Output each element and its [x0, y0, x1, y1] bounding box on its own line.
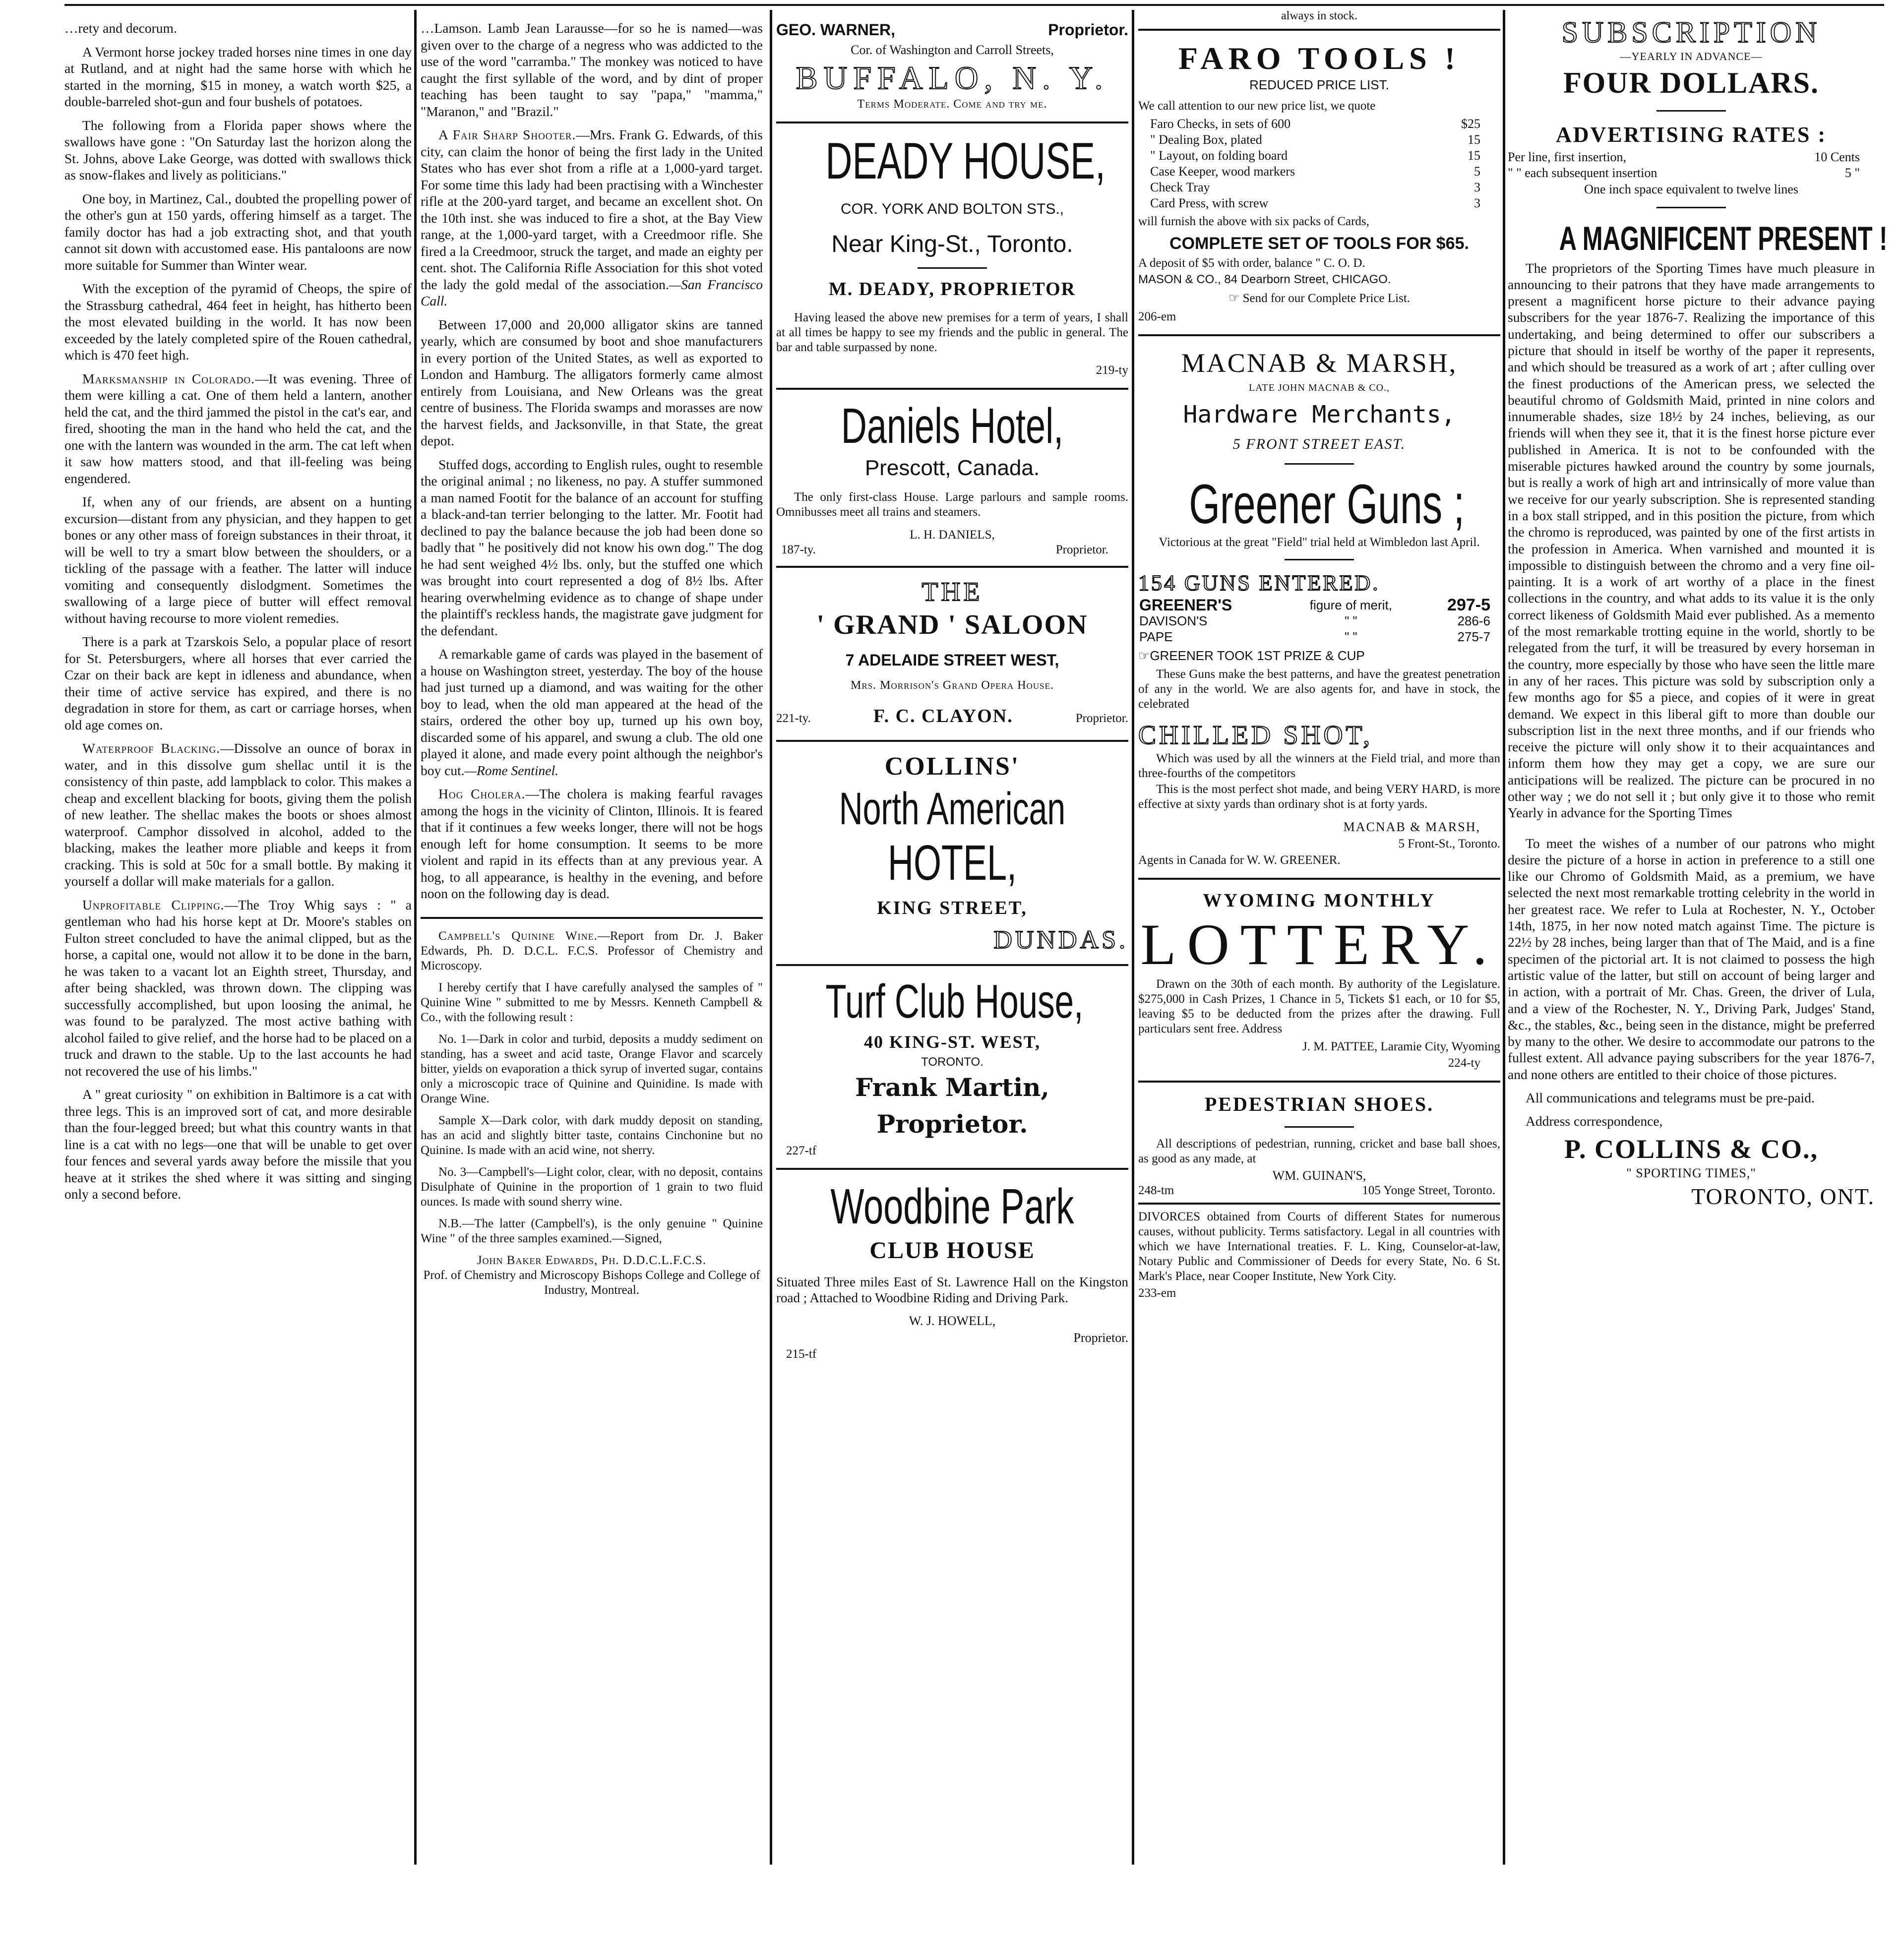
deady-location: Near King-St., Toronto.: [831, 231, 1073, 257]
paragraph-heading: Unprofitable Clipping.: [82, 897, 225, 912]
woodbine-club: CLUB HOUSE: [869, 1237, 1035, 1264]
ad-paragraph: [421, 929, 763, 973]
paragraph: The following from a Florida paper shows where the swallows have gone : "On Saturday last the horizon along the St. Johns, above Lake George, was dotted with swallows thick as snow-flakes and lively as politicians.": [64, 117, 412, 182]
present-text: All communications and telegrams must be pre-paid.: [1526, 1090, 1815, 1106]
merit-table: [1138, 597, 1500, 645]
divider: [776, 388, 1128, 390]
ad-code: 248-tm: [1138, 1184, 1174, 1197]
price-row: [1138, 132, 1500, 148]
paragraph: Between 17,000 and 20,000 alligator skins are tanned yearly, which are consumed by boot and shoe manufacturers in every portion of the United States, as well as exported to London and Hamburg. The alligators formerly came almost entirely from Louisiana, and New Orleans was the great centre of business. The Florida swamps and morasses are now the harvest fields, and Jacksonville, in that State, the great depot.: [421, 316, 763, 448]
mm-late: LATE JOHN MACNAB & CO.,: [1248, 382, 1390, 393]
paragraph: There is a park at Tzarskois Selo, a popular place of resort for St. Petersburgers, where all horses that ever carried the Czar on their back are kept in idleness and abundance, when their time of active service has expired, and there is no degradation in store for them, as cart or carriage horses, when old age comes on.: [64, 634, 412, 732]
divider: [1657, 207, 1726, 208]
collins-hotel: HOTEL,: [887, 835, 1017, 891]
greener-text: These Guns make the best patterns, and have the greatest penetration of any in the world. We are also agents for, and have in stock, the celebrated: [1138, 667, 1500, 711]
wyoming-title: WYOMING MONTHLY: [1203, 890, 1436, 911]
price-value: 3: [1474, 180, 1480, 194]
ad-paragraph: I hereby certify that I have carefully analysed the samples of " Quinine Wine " submitted to me by Messrs. Kenneth Campbell & Co., with the following result :: [421, 980, 763, 1024]
column-rule: [770, 10, 772, 1865]
source-credit: —San Francisco Call.: [421, 276, 763, 308]
price-value: 5: [1474, 164, 1480, 179]
column-2: [421, 20, 763, 1835]
merit-label: " ": [1344, 629, 1357, 644]
ad-code: 215-tf: [786, 1347, 817, 1361]
greener-victory: Victorious at the great "Field" trial held at Wimbledon last April.: [1159, 535, 1480, 549]
subscription-yearly: —YEARLY IN ADVANCE—: [1620, 50, 1763, 62]
greener-prize: [1138, 648, 1500, 665]
chilled-agents: Agents in Canada for W. W. GREENER.: [1138, 853, 1341, 867]
paragraph-heading: Hog Cholera.: [438, 786, 526, 801]
rate-note: One inch space equivalent to twelve lines: [1584, 182, 1798, 196]
grand-address: 7 ADELAIDE STREET WEST,: [845, 651, 1059, 669]
paragraph: One boy, in Martinez, Cal., doubted the propelling power of the other's gun at 150 yards, offering himself as a target. The family doctor has had a job extracting shot, and that youth cannot sit down with accustomed ease. His pantaloons are now more suitable for Summer than Winter wear.: [64, 190, 412, 273]
column-rule: [414, 10, 417, 1865]
deady-address: COR. YORK AND BOLTON STS.,: [840, 201, 1064, 217]
continued-text: always in stock.: [1281, 9, 1357, 22]
ad-code: 221-ty.: [776, 711, 811, 725]
subscription-title: SUBSCRIPTION: [1561, 16, 1821, 49]
firm-paper: " SPORTING TIMES,": [1626, 1165, 1756, 1180]
rate-label: " " each subsequent insertion: [1508, 166, 1658, 180]
column-3: [776, 20, 1128, 1835]
divider: [1285, 1126, 1354, 1128]
wyoming-lottery: LOTTERY.: [1140, 911, 1498, 977]
divider: [776, 566, 1128, 568]
price-row: [1138, 116, 1500, 132]
paragraph-body: A remarkable game of cards was played in the basement of a house on Washington street, yesterday. The boy of the house had just turned up a diamond, and was waiting for the other boy to lead, when the old man appeared at the head of the stairs, ordered the other boy up, turned up his own boy, discarded some of his apparel, and swung a club. The old one played it alone, and made every point although the neighbor's boy cut.: [421, 646, 763, 778]
price-row: [1138, 148, 1500, 164]
present-text: To meet the wishes of a number of our patrons who might desire the picture of a horse in action in preference to a still one like our Chromo of Goldsmith Maid, as a premium, we have selected the next most remarkable trotting celebrity in the world in her greatest race. We refer to Lula at Rochester, N. Y., October 14th, 1875, in her now noted match against Time. The picture is 22½ by 28 inches, being larger than that of The Maid, and is a fine specimen of the pictorial art. It is not claimed to possess the high artistic value of the latter, but still on account of being larger and in action, with a portrait of Mr. Chas. Green, the driver of Lula, and a view of the Rochester, N. Y., Driving Park, Judges' Stand, &c., the stables, &c., being seen in the distance, might be preferred by many to the other. We desire to accommodate our patrons to the fullest extent. All advance paying subscribers for the year 1876-7, and none others are entitled to their choice of those pictures.: [1508, 835, 1875, 1082]
paragraph: If, when any of our friends, are absent on a hunting excursion—distant from any physician, and they happen to get bones or any other mass of foreign substances in their throat, it will be well to try a smart blow between the shoulders, or a tickling of the passage with a feather. The latter will induce vomiting and consequently dislodgment. Sometimes the swallowing of a large piece of butter will effect removal without having recourse to more violent remedies.: [64, 494, 412, 626]
woodbine-name: W. J. HOWELL,: [909, 1314, 996, 1328]
merit-row: [1138, 613, 1500, 629]
firm-name: P. COLLINS & CO.,: [1564, 1134, 1819, 1164]
faro-address: MASON & CO., 84 Dearborn Street, CHICAGO.: [1138, 273, 1391, 286]
column-rule: [1503, 10, 1505, 1865]
ad-code: 224-ty: [1448, 1056, 1480, 1070]
grand-title: ' GRAND ' SALOON: [816, 609, 1088, 640]
divider: [776, 1168, 1128, 1170]
ad-paragraph: No. 3—Campbell's—Light color, clear, with no deposit, contains Disulphate of Quinine in the proportion of 1 grain to two fluid ounces. Is made with sound sherry wine.: [421, 1165, 763, 1209]
merit-row: [1138, 597, 1500, 613]
rate-value: 10 Cents: [1814, 150, 1860, 164]
paragraph-body: —It was evening. Three of them were killing a cat. One of them held a lantern, another held the cat, and the third jammed the pistol in the cat's ear, and fired, shooting the man in the hand who held the cat, and the one with the lantern was wounded in the arm. The cat left when it saw how matters stood, and that ill-feeling was being engendered.: [64, 370, 412, 486]
proprietor-label: Proprietor.: [1075, 711, 1128, 725]
maker-name: GREENER'S: [1139, 596, 1232, 614]
woodbine-text: Situated Three miles East of St. Lawrence Hall on the Kingston road ; Attached to Woodbine Riding and Driving Park.: [776, 1274, 1128, 1305]
proprietor-label: Proprietor.: [1055, 543, 1108, 556]
collins-name: COLLINS': [884, 752, 1020, 781]
rate-line: [1508, 149, 1875, 165]
pointing-hand-icon: ☞: [1228, 291, 1243, 305]
woodbine-title: Woodbine Park: [830, 1179, 1074, 1234]
ad-paragraph: No. 1—Dark in color and turbid, deposits a muddy sediment on standing, has a sweet and acid taste, Orange Flavor and scarcely bitter, yields on evaporation a thick syrup of inverted sugar, contains only a microscopic trace of Quinine and Quinidine. Is made with Orange Wine.: [421, 1032, 763, 1105]
column-5: [1508, 16, 1888, 1835]
terms: Terms Moderate. Come and try me.: [857, 97, 1047, 111]
daniels-name: L. H. DANIELS,: [910, 528, 995, 542]
greener-prize-text: GREENER TOOK 1ST PRIZE & CUP: [1150, 648, 1365, 663]
source-credit: —Rome Sentinel.: [464, 762, 559, 778]
proprietor-label: Proprietor.: [1048, 21, 1128, 39]
advertising-title: ADVERTISING RATES :: [1555, 122, 1827, 147]
divider: [1138, 1203, 1500, 1205]
divider: [776, 121, 1128, 123]
guns-entered: 154 GUNS ENTERED.: [1138, 570, 1380, 595]
pedestrian-address: 105 Yonge Street, Toronto.: [1362, 1184, 1495, 1197]
ad-paragraph: N.B.—The latter (Campbell's), is the only genuine " Quinine Wine " of the three samples examined.—Signed,: [421, 1216, 763, 1245]
divorce-text: DIVORCES obtained from Courts of different States for numerous causes, without publicity. Terms satisfactory. Legal in all countries with which we have International treaties. F. L. King, Counselor-at-law, Notary Public and Commissioner of Deeds for every State, No. 6 St. Mark's Place, near Cooper Institute, New York City.: [1138, 1210, 1500, 1283]
ad-code: 233-em: [1138, 1286, 1176, 1300]
turf-city: TORONTO.: [921, 1055, 983, 1069]
merit-value: 297-5: [1447, 595, 1490, 614]
divider: [776, 740, 1128, 742]
deady-proprietor: M. DEADY, PROPRIETOR: [828, 279, 1076, 300]
paragraph-body: —Dissolve an ounce of borax in water, and in this dissolve gum shellac until it is the consistency of thin paste, add lampblack to color. This makes a cheap and excellent blacking for boots, giving them the polish of new leather. The shellac makes the boots or shoes almost waterproof. Camphor dissolved in alcohol, added to the blacking, makes the leather more pliable and keeps it from cracking. This is sold at 50c for a small bottle. By making it yourself a dollar will make materials for a gallon.: [64, 740, 412, 889]
pedestrian-title: PEDESTRIAN SHOES.: [1204, 1092, 1434, 1115]
collins-north-american: North American: [839, 783, 1066, 834]
turf-title: Turf Club House,: [825, 974, 1084, 1028]
divider: [918, 267, 987, 269]
paragraph-heading: A Fair Sharp Shooter.: [438, 127, 576, 142]
divider: [1285, 463, 1354, 465]
paragraph: [421, 786, 763, 902]
paragraph-body: —The Troy Whig says : " a gentleman who had his horse kept at Dr. Moore's stables on Fulton street concluded to have the animal clipped, but as the horse, a capital one, would not allow it to be done in the barn, he was taken to a vacant lot an Eighth street, Thursday, and after being shackled, was thrown down. The clipping was successfully accomplished, but upon loosing the animal, he was found to be paralyzed. The most active bathing with alcohol failed to give relief, and the horse had to be placed on a truck and drawn to the stable. Up to the last accounts he had not recovered the use of his limbs.": [64, 897, 412, 1079]
proprietor-name: GEO. WARNER,: [776, 21, 896, 39]
paragraph: Stuffed dogs, according to English rules, ought to resemble the original animal ; no likeness, no pay. A stuffer summoned a man named Footit for the balance of an account for stuffing a black-and-tan terrier belonging to the latter. Mr. Footit had declined to pay the balance because the job had been done so badly that " he positively did not know his own dog." The dog he had sent weighed 4½ lbs. only, but the stuffed one which was brought into court represented a dog of 8½ lbs. After hearing overwhelming evidence as to change of shape under the plaintiff's reckless hands, the magistrate gave judgment for the defendant.: [421, 456, 763, 638]
price-item: Check Tray: [1150, 180, 1210, 194]
merit-label: figure of merit,: [1309, 597, 1392, 612]
firm-city: TORONTO, ONT.: [1691, 1183, 1875, 1209]
paragraph-body: —The cholera is making fearful ravages among the hogs in the vicinity of Clinton, Illinois. It is feared that if it continues a few weeks longer, there will not be hogs enough left for home consumption. It seems to be more violent and rapid in its effects than at any previous year. A hog, to all appearance, is healthy in the evening, and before noon on the following day is dead.: [421, 786, 763, 901]
paragraph: A Vermont horse jockey traded horses nine times in one day at Rutland, and at night had the same horse with which he started in the morning, $15 in money, a watch worth $25, a double-barreled shot-gun and four bushels of potatoes.: [64, 44, 412, 109]
daniels-city: Prescott, Canada.: [864, 455, 1040, 480]
faro-title: FARO TOOLS !: [1178, 40, 1461, 76]
paragraph: …rety and decorum.: [64, 20, 177, 36]
paragraph-heading: Waterproof Blacking.: [82, 740, 221, 756]
paragraph: …Lamson. Lamb Jean Larausse—for so he is named—was given over to the charge of a negress who was addicted to the use of the word "carramba." The monkey was noticed to have caught the first syllable of the word, and by dint of proper teaching has been taught to say "papa," "mamma," "Maranon," and "Brazil.": [421, 20, 763, 119]
divider: [421, 917, 763, 919]
pedestrian-text: All descriptions of pedestrian, running, cricket and base ball shoes, as good as any made, at: [1138, 1137, 1500, 1165]
column-1: [64, 20, 412, 1835]
ad-code: 206-em: [1138, 310, 1176, 323]
paragraph: A " great curiosity " on exhibition in Baltimore is a cat with three legs. This is an improved sort of cat, and more desirable than the four-legged breed; but what this country wants in that line is a cat with no legs—one that will be unable to get over four fences and several yards away before the missile that you heave at it strikes the shed where it was sitting and singing only a second before.: [64, 1087, 412, 1202]
daniels-footer: [776, 543, 1128, 557]
pedestrian-footer: [1138, 1184, 1500, 1198]
greener-title: Greener Guns ;: [1189, 473, 1465, 535]
price-value: 15: [1468, 132, 1480, 147]
chilled-text-2: This is the most perfect shot made, and being VERY HARD, is more effective at sixty yards than ordinary shot is at forty yards.: [1138, 783, 1500, 811]
wyoming-text: Drawn on the 30th of each month. By authority of the Legislature. $275,000 in Cash Prizes, 1 Chance in 5, Tickets $1 each, or 10 for $5, leaving $5 to be deducted from the prizes after the drawing. Full particulars sent free. Address: [1138, 977, 1500, 1035]
turf-address: 40 KING-ST. WEST,: [863, 1031, 1041, 1052]
chilled-shot: CHILLED SHOT,: [1138, 720, 1373, 750]
column-4: [1138, 9, 1500, 1835]
column-rule: [1132, 10, 1134, 1865]
paragraph: With the exception of the pyramid of Cheops, the spire of the Strassburg cathedral, 464 feet in height, has hitherto been the most elevated building in the world. It has now been exceeded by the lately completed spire of the Rouen cathedral, which is 470 feet high.: [64, 281, 412, 363]
faro-deposit: A deposit of $5 with order, balance " C. O. D.: [1138, 256, 1365, 270]
ad-paragraph: Sample X—Dark color, with dark muddy deposit on standing, has an acid and slightly bitter taste, contains Cinchonine but no Quinine. Is made with an acid wine, not sherry.: [421, 1113, 763, 1157]
price-value: 3: [1474, 196, 1480, 210]
ad-code: 187-ty.: [781, 543, 816, 556]
paragraph-body: —Mrs. Frank G. Edwards, of this city, can claim the honor of being the first lady in the United States who has ever shot from a rifle at a 1,000-yard target. For some time this lady had been practising with a Winchester rifle at the 200-yard target, and became an excellent shot. On the 10th inst. she was induced to fire a shot, at the Bay View range, at the 1,000-yard target, with a Creedmoor rifle. She fired a la Creedmoor, struck the target, and made an eighty per cent. shot. The California Rifle Association for this shot voted the lady the gold medal of the association.: [421, 127, 763, 292]
divider: [1657, 110, 1726, 112]
divider: [1285, 559, 1354, 560]
faro-furnish: will furnish the above with six packs of Cards,: [1138, 215, 1369, 228]
price-row: [1138, 164, 1500, 180]
divider: [1138, 29, 1500, 31]
signature-title: Prof. of Chemistry and Microscopy Bishops College and College of Industry, Montreal.: [423, 1268, 760, 1297]
chilled-address: 5 Front-St., Toronto.: [1398, 837, 1500, 850]
price-value: $25: [1461, 117, 1480, 131]
proprietor-label: Proprietor.: [1073, 1330, 1128, 1345]
pedestrian-name: WM. GUINAN'S,: [1272, 1168, 1366, 1183]
faro-complete: COMPLETE SET OF TOOLS FOR $65.: [1169, 234, 1469, 253]
price-item: Card Press, with screw: [1150, 196, 1269, 210]
price-value: 15: [1468, 148, 1480, 163]
price-item: Faro Checks, in sets of 600: [1150, 117, 1291, 131]
merit-label: " ": [1344, 613, 1357, 628]
rate-label: Per line, first insertion,: [1508, 150, 1627, 164]
present-title: A MAGNIFICENT PRESENT !: [1559, 219, 1888, 257]
rate-value: 5 ": [1844, 166, 1860, 180]
paragraph: [421, 646, 763, 779]
price-item: " Layout, on folding board: [1150, 148, 1288, 163]
paragraph: [64, 370, 412, 487]
grand-footer: [776, 701, 1128, 731]
paragraph: [421, 126, 763, 309]
signature: John Baker Edwards, Ph. D.D.C.L.F.C.S.: [477, 1253, 707, 1267]
top-rule: [64, 4, 1884, 6]
faro-subtitle: REDUCED PRICE LIST.: [1249, 77, 1389, 92]
city-heading: BUFFALO, N. Y.: [796, 60, 1109, 96]
price-row: [1138, 195, 1500, 211]
collins-street: KING STREET,: [877, 897, 1028, 918]
proprietor-name: F. C. CLAYON.: [873, 705, 1013, 727]
maker-name: DAVISON'S: [1139, 613, 1208, 628]
chilled-text: Which was used by all the winners at the Field trial, and more than three-fourths of the competitors: [1138, 752, 1500, 780]
pointing-hand-icon: ☞: [1138, 648, 1150, 663]
divider: [1138, 878, 1500, 880]
paragraph-heading: Marksmanship in Colorado.: [82, 370, 255, 386]
address-line: Address correspondence,: [1526, 1113, 1663, 1129]
mm-title: MACNAB & MARSH,: [1181, 348, 1458, 378]
ad-body: —Report from Dr. J. Baker Edwards, Ph. D. D.C.L. F.C.S. Professor of Chemistry and Microscopy.: [421, 929, 763, 972]
price-list: [1138, 116, 1500, 211]
divider: [776, 964, 1128, 966]
chilled-signature: MACNAB & MARSH,: [1343, 820, 1480, 834]
merit-value: 275-7: [1457, 629, 1490, 644]
wyoming-address: J. M. PATTEE, Laramie City, Wyoming: [1302, 1039, 1500, 1053]
address: Cor. of Washington and Carroll Streets,: [851, 43, 1054, 57]
divider: [1138, 1081, 1500, 1083]
grand-location: Mrs. Morrison's Grand Opera House.: [851, 679, 1054, 692]
deady-text: Having leased the above new premises for a term of years, I shall at all times be happy to see my friends and the public in general. The bar and table surpassed by none.: [776, 311, 1128, 354]
warner-header: [776, 20, 1128, 40]
faro-intro: We call attention to our new price list, we quote: [1138, 99, 1376, 113]
daniels-title: Daniels Hotel,: [841, 398, 1064, 454]
grand-the: THE: [921, 577, 983, 606]
mm-hardware: Hardware Merchants,: [1183, 400, 1456, 428]
ad-heading: Campbell's Quinine Wine.: [438, 929, 598, 943]
faro-send: [1138, 290, 1500, 307]
maker-name: PAPE: [1139, 629, 1173, 644]
collins-city: DUNDAS.: [993, 925, 1128, 954]
price-item: Case Keeper, wood markers: [1150, 164, 1295, 179]
rate-line: [1508, 165, 1875, 181]
merit-row: [1138, 629, 1500, 645]
merit-value: 286-6: [1457, 613, 1490, 628]
mm-address: 5 FRONT STREET EAST.: [1232, 435, 1406, 452]
daniels-text: The only first-class House. Large parlours and sample rooms. Omnibusses meet all trains and steamers.: [776, 490, 1128, 519]
paragraph: [64, 897, 412, 1080]
price-item: " Dealing Box, plated: [1150, 132, 1262, 147]
subscription-price: FOUR DOLLARS.: [1563, 66, 1820, 99]
paragraph: [64, 740, 412, 890]
faro-send-text: Send for our Complete Price List.: [1242, 291, 1411, 305]
present-text: The proprietors of the Sporting Times have much pleasure in announcing to their patrons that they have made arrangements to present a magnificent horse picture to their advance paying subscribers for the year 1876-7. Realizing the importance of this undertaking, and being determined to offer our subscribers a picture that should in itself be worthy of the paper it represents, and which should be treasured as a work of art ; after culling over the finest productions of the American press, we selected the beautiful chromo of Goldsmith Maid, printed in nine colors and innumerable shades, size 18½ by 24 inches, believing, as our friends will when they see it, that it is the finest horse picture ever published in America. It is not to be confounded with the miserable pictures hawked around the country by some journals, but is really a work of high art and intrinsically of more value than we receive for our yearly subscription. She is represented standing in a box stall stripped, and in this position the picture, from which the chromo is reproduced, was painted by one of the first artists in the profession in America. When varnished and mounted it is impossible to distinguish between the chromo and a very fine oil-painting. It is a work of art worthy of a place in the finest collections in the country, and what adds to its value it is the only correct likeness of Goldsmith Maid ever published. As a memento of the most remarkable trotting equine in the world, shortly to be relegated from the turf, it will be treasured by every horseman in the country, more especially by those who have seen the little mare in any of her races. This picture was sold by subscription only a few months ago for $5 a piece, and copies of it were in great demand. We expect in this liberal gift to more than double our subscription list in the next three months, and if our friends who receive the picture will only show it to their acquaintances and inform them how they may get a copy, we are sure our anticipations will be realized. The picture can be procured in no other way ; we do not sell it ; but only give it to those who remit Yearly in advance for the Sporting Times: [1508, 260, 1875, 821]
turf-proprietor: Frank Martin, Proprietor.: [855, 1072, 1049, 1139]
ad-code: 227-tf: [786, 1144, 817, 1157]
price-row: [1138, 180, 1500, 195]
deady-title: DEADY HOUSE,: [825, 132, 1106, 190]
ad-code: 219-ty: [1096, 364, 1128, 377]
divider: [1138, 334, 1500, 336]
